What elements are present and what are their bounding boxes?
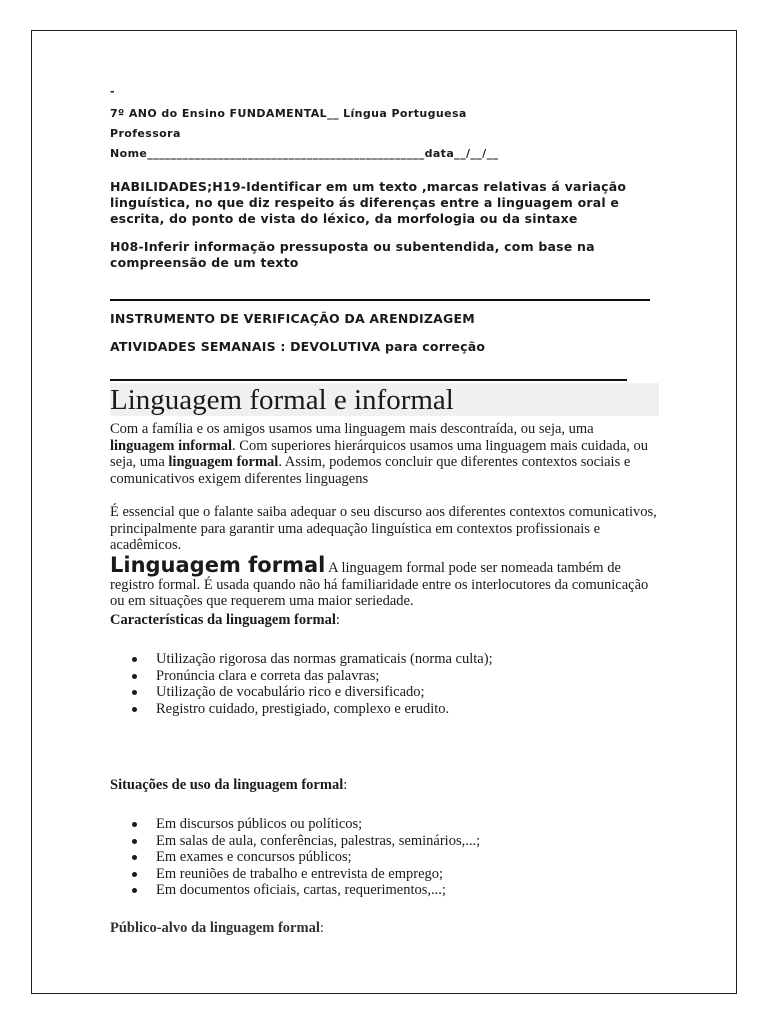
- formal-paragraph: [110, 555, 658, 610]
- skill-h08: H08-Inferir informação pressuposta ou subentendida, com base na compreensão de um texto: [110, 239, 595, 270]
- characteristics-title: Características da linguagem formal: [110, 612, 336, 628]
- list-item: [110, 833, 480, 850]
- teacher-line: Professora: [110, 127, 181, 140]
- instrument-title: INSTRUMENTO DE VERIFICAÇÃO DA ARENDIZAGEM: [110, 311, 475, 326]
- list-item: [110, 651, 493, 668]
- bullet-icon: [132, 674, 137, 679]
- bullet-icon: [132, 855, 137, 860]
- essential-paragraph: É essencial que o falante saiba adequar o seu discurso aos diferentes contextos comunicativos, principalmente para garantir uma adequação linguística em contextos profissionais e acadêmicos.: [110, 504, 657, 554]
- bullet-icon: [132, 822, 137, 827]
- bullet-icon: [132, 690, 137, 695]
- list-item-text: Em exames e concursos públicos;: [156, 849, 352, 866]
- header-dash: -: [110, 85, 115, 98]
- intro-bold-text: linguagem informal: [110, 437, 233, 454]
- list-item: [110, 684, 493, 701]
- list-item: [110, 701, 493, 718]
- situations-title: Situações de uso da linguagem formal: [110, 777, 344, 793]
- divider-line: [110, 299, 650, 301]
- list-item-text: Em salas de aula, conferências, palestras, seminários,...;: [156, 832, 481, 849]
- list-item-text: Em discursos públicos ou políticos;: [156, 816, 363, 832]
- characteristics-heading: [110, 612, 340, 629]
- formal-heading: Linguagem formal: [110, 553, 326, 577]
- list-item-text: Pronúncia clara e correta das palavras;: [156, 667, 380, 684]
- list-item: [110, 816, 480, 833]
- list-item-text: Em documentos oficiais, cartas, requerimentos,...;: [156, 882, 446, 899]
- intro-bold-text: linguagem formal: [168, 454, 279, 471]
- colon: :: [335, 612, 340, 628]
- weekly-activities: ATIVIDADES SEMANAIS : DEVOLUTIVA para correção: [110, 339, 486, 354]
- bullet-icon: [132, 707, 137, 712]
- list-item: [110, 849, 480, 866]
- bullet-icon: [132, 657, 137, 662]
- skill-h19: HABILIDADES;H19-Identificar em um texto ,marcas relativas á variação linguística, no que diz respeito ás diferenças entre a linguagem oral e escrita, do ponto de vista do léxico, da morfologia ou da sintaxe: [110, 179, 627, 226]
- audience-heading: [110, 920, 324, 937]
- list-item-text: Registro cuidado, prestigiado, complexo e erudito.: [156, 700, 450, 717]
- intro-text: . Com superiores hierárquicos usamos uma linguagem mais cuidada, ou seja, uma: [110, 437, 649, 471]
- intro-paragraph: [110, 421, 658, 487]
- bullet-icon: [132, 872, 137, 877]
- situations-list: [110, 816, 480, 899]
- grade-line: 7º ANO do Ensino FUNDAMENTAL__ Língua Portuguesa: [110, 107, 467, 120]
- situations-heading: [110, 777, 347, 794]
- list-item: [110, 866, 480, 883]
- bullet-icon: [132, 888, 137, 893]
- colon: :: [343, 777, 348, 793]
- colon: :: [319, 920, 324, 936]
- audience-title: Público-alvo da linguagem formal: [110, 920, 320, 936]
- list-item: [110, 668, 493, 685]
- page-title: Linguagem formal e informal: [110, 384, 454, 416]
- intro-text: . Assim, podemos concluir que diferentes contextos sociais e comunicativos exigem diferentes linguagens: [110, 454, 631, 487]
- formal-text: A linguagem formal pode ser nomeada também de registro formal. É usada quando não há familiaridade entre os interlocutores da comunicação ou em situações que requerem uma maior seriedade.: [110, 560, 649, 610]
- list-item-text: Utilização rigorosa das normas gramaticais (norma culta);: [156, 651, 493, 667]
- list-item-text: Utilização de vocabulário rico e diversificado;: [156, 684, 425, 701]
- characteristics-list: [110, 651, 493, 717]
- document-page: [31, 30, 737, 994]
- bullet-icon: [132, 839, 137, 844]
- list-item: [110, 882, 480, 899]
- name-date-line: Nome_______________________________________________data__/__/__: [110, 147, 499, 160]
- intro-text: Com a família e os amigos usamos uma linguagem mais descontraída, ou seja, uma: [110, 421, 594, 437]
- list-item-text: Em reuniões de trabalho e entrevista de emprego;: [156, 865, 444, 882]
- divider-line: [110, 379, 627, 381]
